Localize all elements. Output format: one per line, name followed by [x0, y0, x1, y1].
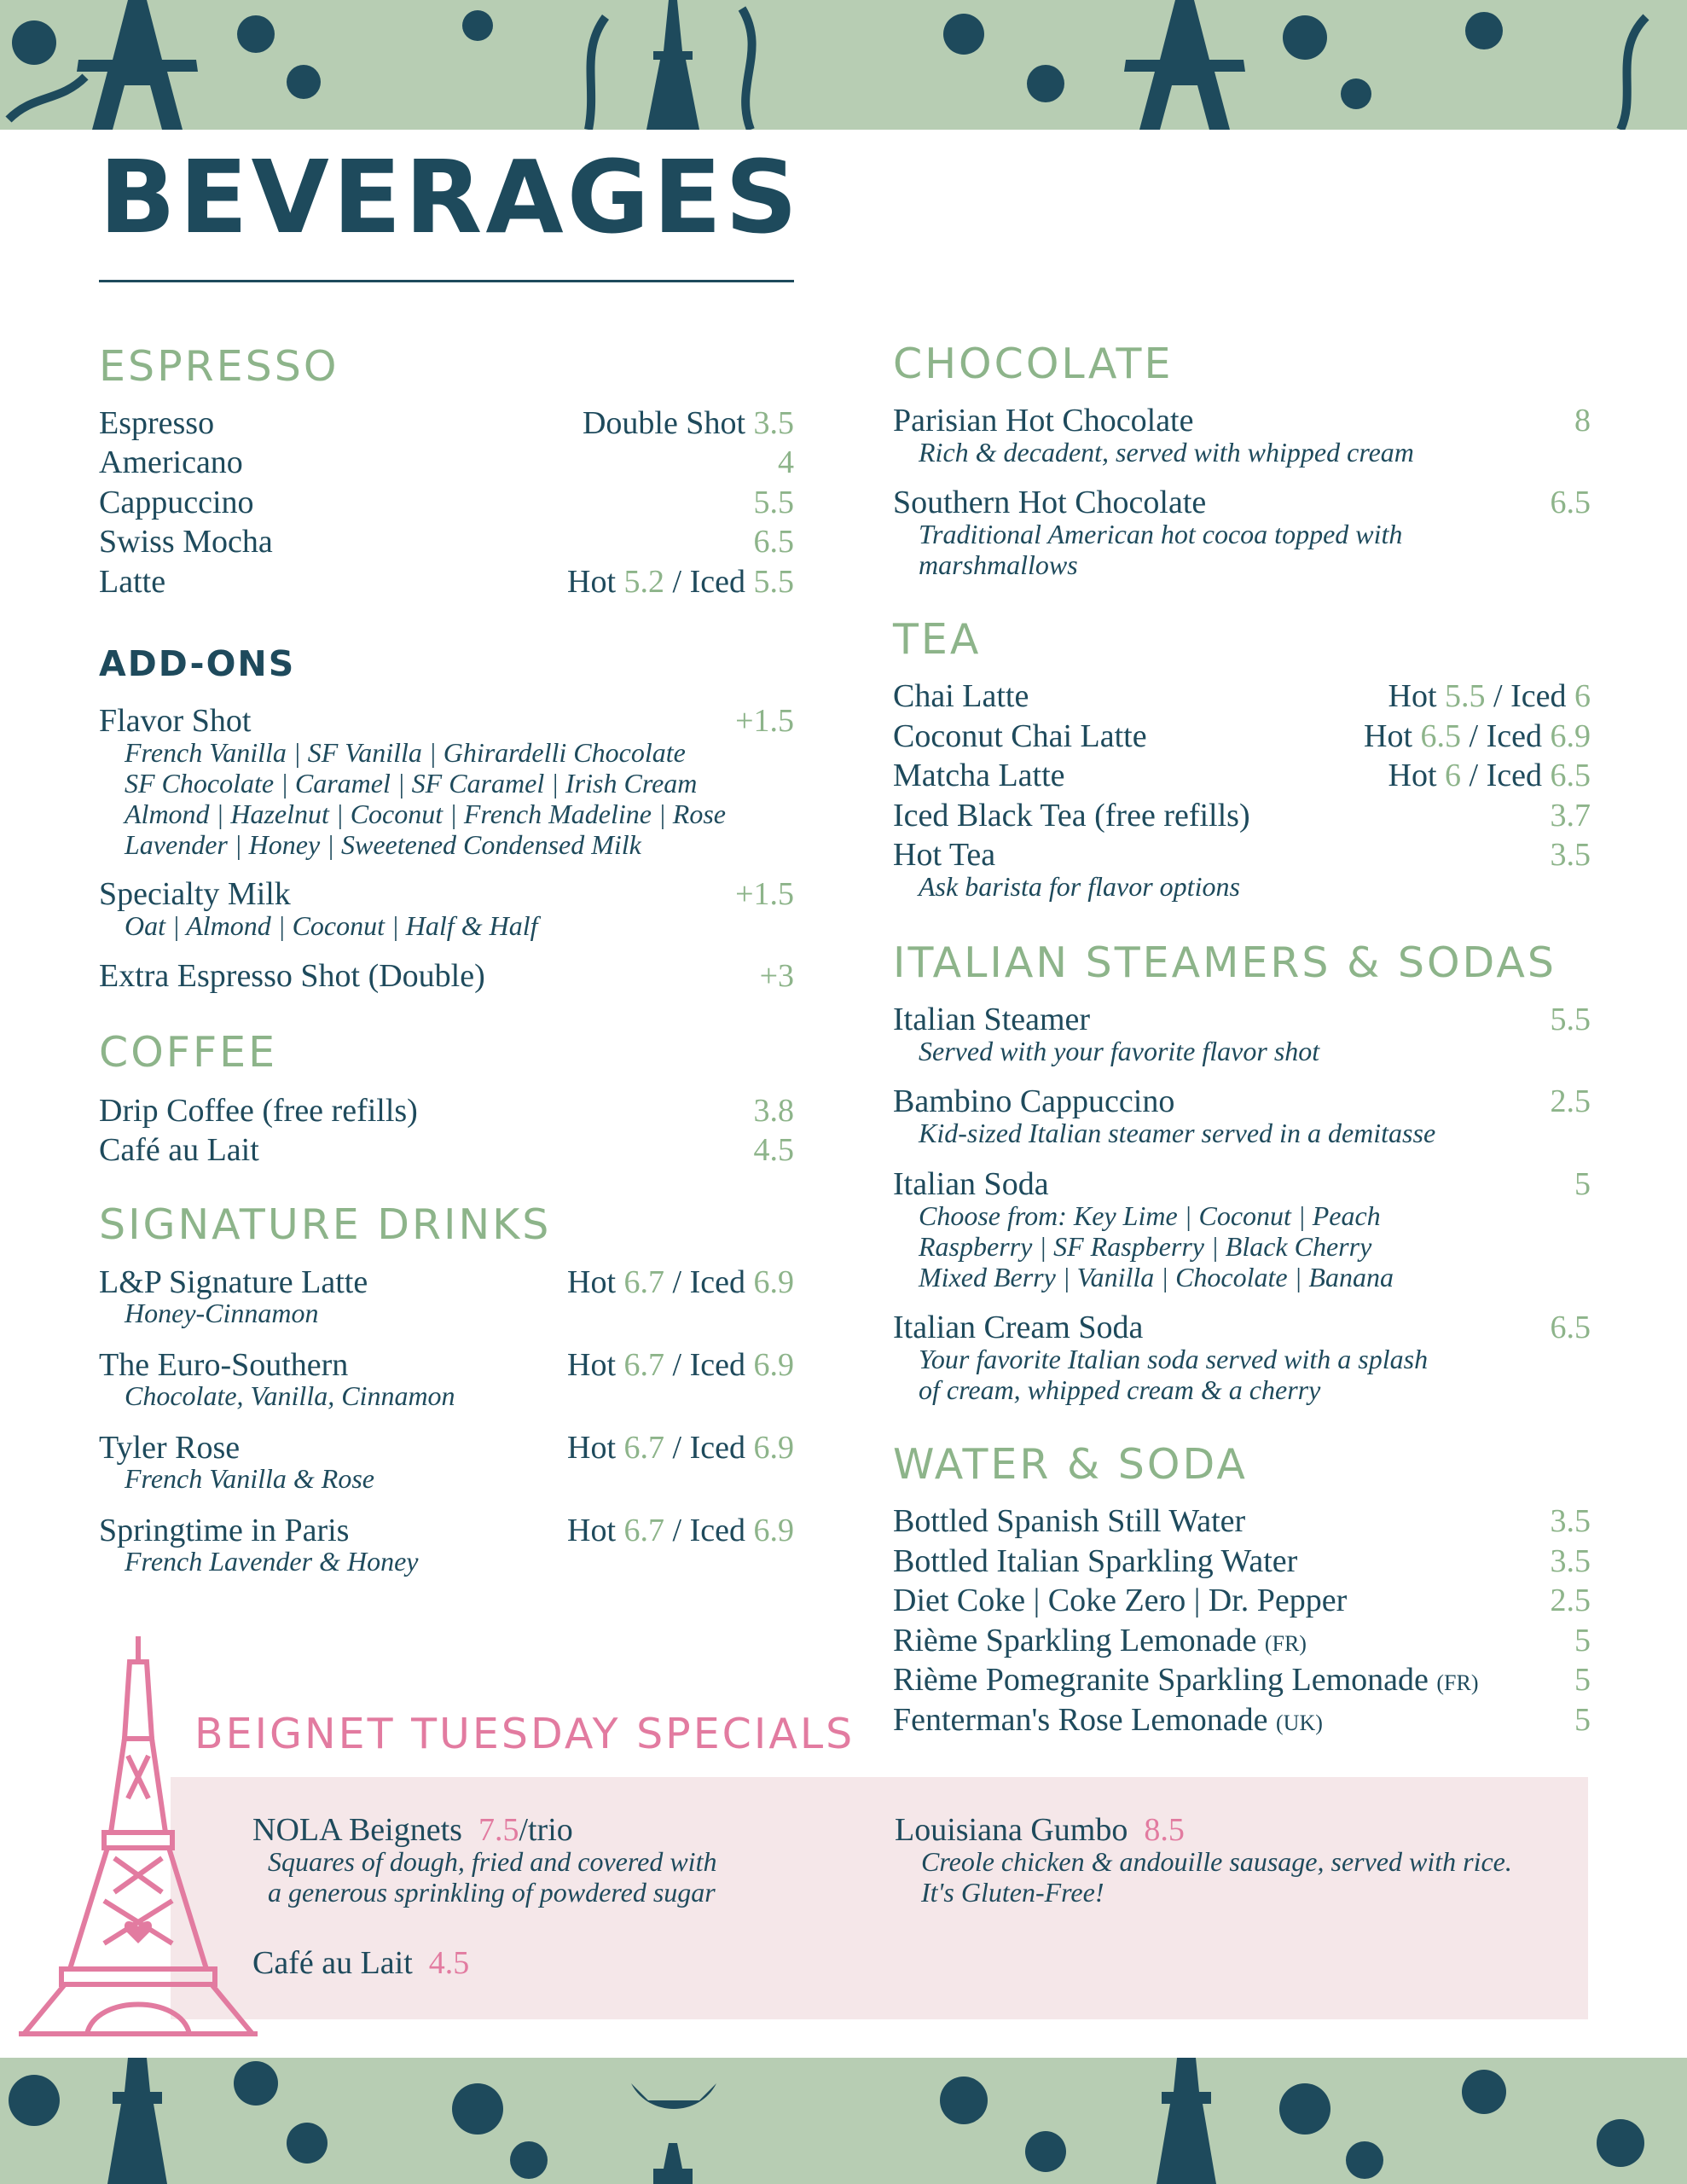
item-prefix: Double Shot	[582, 405, 745, 441]
hot-price: 6.7	[623, 1513, 665, 1548]
hot-price: 6.7	[623, 1347, 665, 1383]
desc-line: It's Gluten-Free!	[921, 1877, 1104, 1908]
desc-line: Kid-sized Italian steamer served in a demitasse	[919, 1118, 1436, 1148]
item-description: French Lavender & Honey	[125, 1546, 419, 1577]
menu-item	[893, 1704, 1591, 1736]
menu-item	[99, 960, 794, 992]
item-name: Parisian Hot Chocolate	[893, 403, 1194, 439]
special-item	[252, 1947, 469, 1979]
tea-heading: TEA	[893, 615, 982, 664]
menu-item	[893, 1168, 1591, 1200]
menu-item	[99, 1432, 794, 1464]
page-title: BEVERAGES	[99, 138, 802, 256]
addons-heading: ADD-ONS	[99, 643, 296, 684]
item-name: Iced Black Tea (free refills)	[893, 798, 1250, 834]
desc-line: Almond | Hazelnut | Coconut | French Madeline | Rose	[125, 799, 726, 829]
item-name: Hot Tea	[893, 837, 996, 873]
menu-item	[893, 404, 1591, 437]
iced-label: / Iced	[672, 1347, 745, 1383]
right-column	[893, 0, 1591, 1757]
hot-price: 6.7	[623, 1430, 665, 1466]
menu-item	[893, 799, 1591, 832]
menu-item	[99, 1266, 794, 1298]
desc-line: of cream, whipped cream & a cherry	[919, 1374, 1321, 1405]
iced-price: 6.9	[1550, 718, 1591, 754]
menu-item	[99, 1349, 794, 1381]
item-price: +1.5	[735, 703, 794, 739]
item-name: Americano	[99, 444, 243, 480]
item-price: 4.5	[753, 1132, 794, 1168]
special-item	[895, 1814, 1185, 1846]
item-price: 3.7	[1550, 798, 1591, 834]
menu-item	[893, 839, 1591, 871]
hot-label: Hot	[567, 1347, 617, 1383]
menu-item	[893, 486, 1591, 519]
item-name: Bottled Italian Sparkling Water	[893, 1543, 1298, 1579]
iced-price: 6.5	[1550, 758, 1591, 793]
desc-line: Mixed Berry | Vanilla | Chocolate | Banana	[919, 1262, 1394, 1292]
item-price: 6.5	[753, 524, 794, 560]
espresso-heading: ESPRESSO	[99, 342, 339, 391]
item-price: 8	[1574, 403, 1591, 439]
item-name: L&P Signature Latte	[99, 1264, 368, 1300]
eiffel-tower-icon	[1157, 2058, 1216, 2184]
item-price: 4.5	[428, 1945, 470, 1981]
hot-price: 6	[1445, 758, 1462, 793]
item-price: 3.5	[753, 405, 794, 441]
menu-item	[99, 878, 794, 910]
item-name: Tyler Rose	[99, 1430, 241, 1466]
menu-item	[893, 720, 1591, 752]
bottom-decorative-band	[0, 2058, 1687, 2184]
hot-price: 6.5	[1420, 718, 1462, 754]
item-name: Drip Coffee (free refills)	[99, 1093, 418, 1129]
menu-item	[893, 1311, 1591, 1344]
item-description	[919, 1200, 1592, 1292]
desc-line: Served with your favorite flavor shot	[919, 1036, 1320, 1066]
hot-price: 5.5	[1445, 678, 1486, 714]
item-description	[921, 1846, 1512, 1908]
item-description	[919, 1118, 1592, 1148]
item-name: Southern Hot Chocolate	[893, 485, 1207, 520]
desc-line: Creole chicken & andouille sausage, served with rice.	[921, 1846, 1512, 1877]
item-name: Espresso	[99, 405, 215, 441]
item-price: 4	[778, 444, 794, 480]
item-description	[919, 437, 1592, 468]
hot-label: Hot	[1388, 758, 1437, 793]
item-name: Bottled Spanish Still Water	[893, 1503, 1246, 1539]
origin-tag: (FR)	[1436, 1670, 1479, 1695]
desc-line: French Vanilla | SF Vanilla | Ghirardelli Chocolate	[125, 737, 686, 768]
menu-item	[99, 705, 794, 737]
item-price: +1.5	[735, 876, 794, 912]
item-description: Chocolate, Vanilla, Cinnamon	[125, 1380, 455, 1411]
hot-label: Hot	[567, 1430, 617, 1466]
item-name: Cappuccino	[99, 485, 254, 520]
eiffel-tower-icon	[19, 1636, 258, 2039]
hot-label: Hot	[567, 564, 617, 600]
item-price: 2.5	[1550, 1583, 1591, 1618]
item-price: 3.5	[1550, 837, 1591, 873]
special-item	[252, 1814, 573, 1846]
hot-label: Hot	[1364, 718, 1413, 754]
item-name: Café au Lait	[252, 1945, 413, 1981]
item-name: Swiss Mocha	[99, 524, 273, 560]
menu-item	[99, 1095, 794, 1127]
hot-price: 5.2	[623, 564, 665, 600]
menu-item	[893, 1505, 1591, 1537]
menu-item	[893, 1003, 1591, 1036]
water-heading: WATER & SODA	[893, 1440, 1248, 1489]
iced-price: 6.9	[753, 1347, 794, 1383]
menu-item	[99, 1134, 794, 1166]
item-price: 5	[1574, 1662, 1591, 1698]
item-description	[125, 910, 798, 941]
menu-item	[99, 526, 794, 558]
iced-label: / Iced	[672, 1264, 745, 1300]
left-column	[99, 0, 794, 1621]
price-unit: /trio	[519, 1812, 573, 1848]
item-name: Flavor Shot	[99, 703, 252, 739]
item-description: Ask barista for flavor options	[919, 871, 1240, 902]
item-name: Diet Coke | Coke Zero | Dr. Pepper	[893, 1583, 1348, 1618]
desc-line: Choose from: Key Lime | Coconut | Peach	[919, 1200, 1381, 1231]
desc-line: Rich & decadent, served with whipped cream	[919, 437, 1414, 468]
item-name: Latte	[99, 564, 166, 600]
desc-line: Traditional American hot cocoa topped with	[919, 519, 1403, 549]
menu-item	[99, 566, 794, 598]
iced-label: / Iced	[672, 1430, 745, 1466]
hot-label: Hot	[567, 1513, 617, 1548]
item-price: +3	[759, 958, 794, 994]
menu-item	[893, 1664, 1591, 1696]
iced-label: / Iced	[1469, 758, 1542, 793]
item-name: Fenterman's Rose Lemonade	[893, 1702, 1268, 1738]
desc-line: Lavender | Honey | Sweetened Condensed Milk	[125, 829, 641, 860]
iced-label: / Iced	[672, 1513, 745, 1548]
specials-heading: BEIGNET TUESDAY SPECIALS	[194, 1710, 855, 1758]
item-name: Chai Latte	[893, 678, 1029, 714]
item-price: 6.5	[1550, 1310, 1591, 1345]
origin-tag: (FR)	[1264, 1631, 1307, 1656]
signature-heading: SIGNATURE DRINKS	[99, 1200, 552, 1249]
item-price: 6.5	[1550, 485, 1591, 520]
desc-line: Oat | Almond | Coconut | Half & Half	[125, 910, 538, 941]
menu-item	[99, 407, 794, 439]
iced-price: 5.5	[753, 564, 794, 600]
item-name: Rième Pomegranite Sparkling Lemonade	[893, 1662, 1429, 1698]
item-price: 5	[1574, 1702, 1591, 1738]
coffee-heading: COFFEE	[99, 1028, 278, 1077]
iced-label: / Iced	[1469, 718, 1542, 754]
menu-item	[893, 1545, 1591, 1577]
item-description	[919, 1344, 1592, 1405]
desc-line: a generous sprinkling of powdered sugar	[268, 1877, 716, 1908]
item-description	[268, 1846, 716, 1908]
item-name: Springtime in Paris	[99, 1513, 350, 1548]
iced-price: 6.9	[753, 1430, 794, 1466]
item-name: Café au Lait	[99, 1132, 259, 1168]
italian-heading: ITALIAN STEAMERS & SODAS	[893, 938, 1557, 987]
menu-item	[893, 1085, 1591, 1118]
item-price: 5.5	[1550, 1002, 1591, 1037]
iced-price: 6.9	[753, 1513, 794, 1548]
item-name: The Euro-Southern	[99, 1347, 349, 1383]
item-name: Bambino Cappuccino	[893, 1083, 1175, 1119]
item-price: 8.5	[1144, 1812, 1185, 1848]
hot-label: Hot	[1388, 678, 1437, 714]
desc-line: SF Chocolate | Caramel | SF Caramel | Irish Cream	[125, 768, 698, 799]
item-price: 7.5	[478, 1812, 519, 1848]
desc-line: Squares of dough, fried and covered with	[268, 1846, 717, 1877]
iced-price: 6.9	[753, 1264, 794, 1300]
item-description: French Vanilla & Rose	[125, 1463, 374, 1494]
desc-line: marshmallows	[919, 549, 1078, 580]
chocolate-heading: CHOCOLATE	[893, 340, 1174, 388]
item-name: Rième Sparkling Lemonade	[893, 1623, 1257, 1658]
item-description	[919, 1036, 1592, 1066]
hot-label: Hot	[567, 1264, 617, 1300]
item-price: 3.8	[753, 1093, 794, 1129]
item-price: 5	[1574, 1623, 1591, 1658]
item-name: NOLA Beignets	[252, 1812, 462, 1848]
menu-item	[893, 680, 1591, 712]
item-price: 3.5	[1550, 1543, 1591, 1579]
iced-label: / Iced	[1493, 678, 1567, 714]
menu-item	[99, 486, 794, 519]
item-name: Extra Espresso Shot (Double)	[99, 958, 485, 994]
eiffel-tower-icon	[107, 2058, 167, 2184]
hot-price: 6.7	[623, 1264, 665, 1300]
rose-icon	[9, 2061, 1644, 2179]
menu-item	[99, 1514, 794, 1547]
item-price: 3.5	[1550, 1503, 1591, 1539]
desc-line: Your favorite Italian soda served with a splash	[919, 1344, 1429, 1374]
menu-item	[893, 759, 1591, 792]
item-name: Matcha Latte	[893, 758, 1065, 793]
iced-label: / Iced	[672, 564, 745, 600]
item-name: Italian Cream Soda	[893, 1310, 1144, 1345]
menu-item	[99, 446, 794, 479]
desc-line: Raspberry | SF Raspberry | Black Cherry	[919, 1231, 1372, 1262]
origin-tag: (UK)	[1276, 1711, 1323, 1735]
item-price: 2.5	[1550, 1083, 1591, 1119]
item-name: Italian Steamer	[893, 1002, 1091, 1037]
item-name: Italian Soda	[893, 1166, 1049, 1202]
menu-item	[893, 1584, 1591, 1617]
item-name: Specialty Milk	[99, 876, 291, 912]
iced-price: 6	[1574, 678, 1591, 714]
item-price: 5.5	[753, 485, 794, 520]
item-name: Louisiana Gumbo	[895, 1812, 1128, 1848]
menu-item	[893, 1624, 1591, 1657]
item-name: Coconut Chai Latte	[893, 718, 1147, 754]
item-price: 5	[1574, 1166, 1591, 1202]
tower-spire-icon	[631, 2083, 716, 2184]
item-description: Honey-Cinnamon	[125, 1298, 319, 1328]
item-description	[919, 519, 1592, 580]
item-description	[125, 737, 798, 860]
